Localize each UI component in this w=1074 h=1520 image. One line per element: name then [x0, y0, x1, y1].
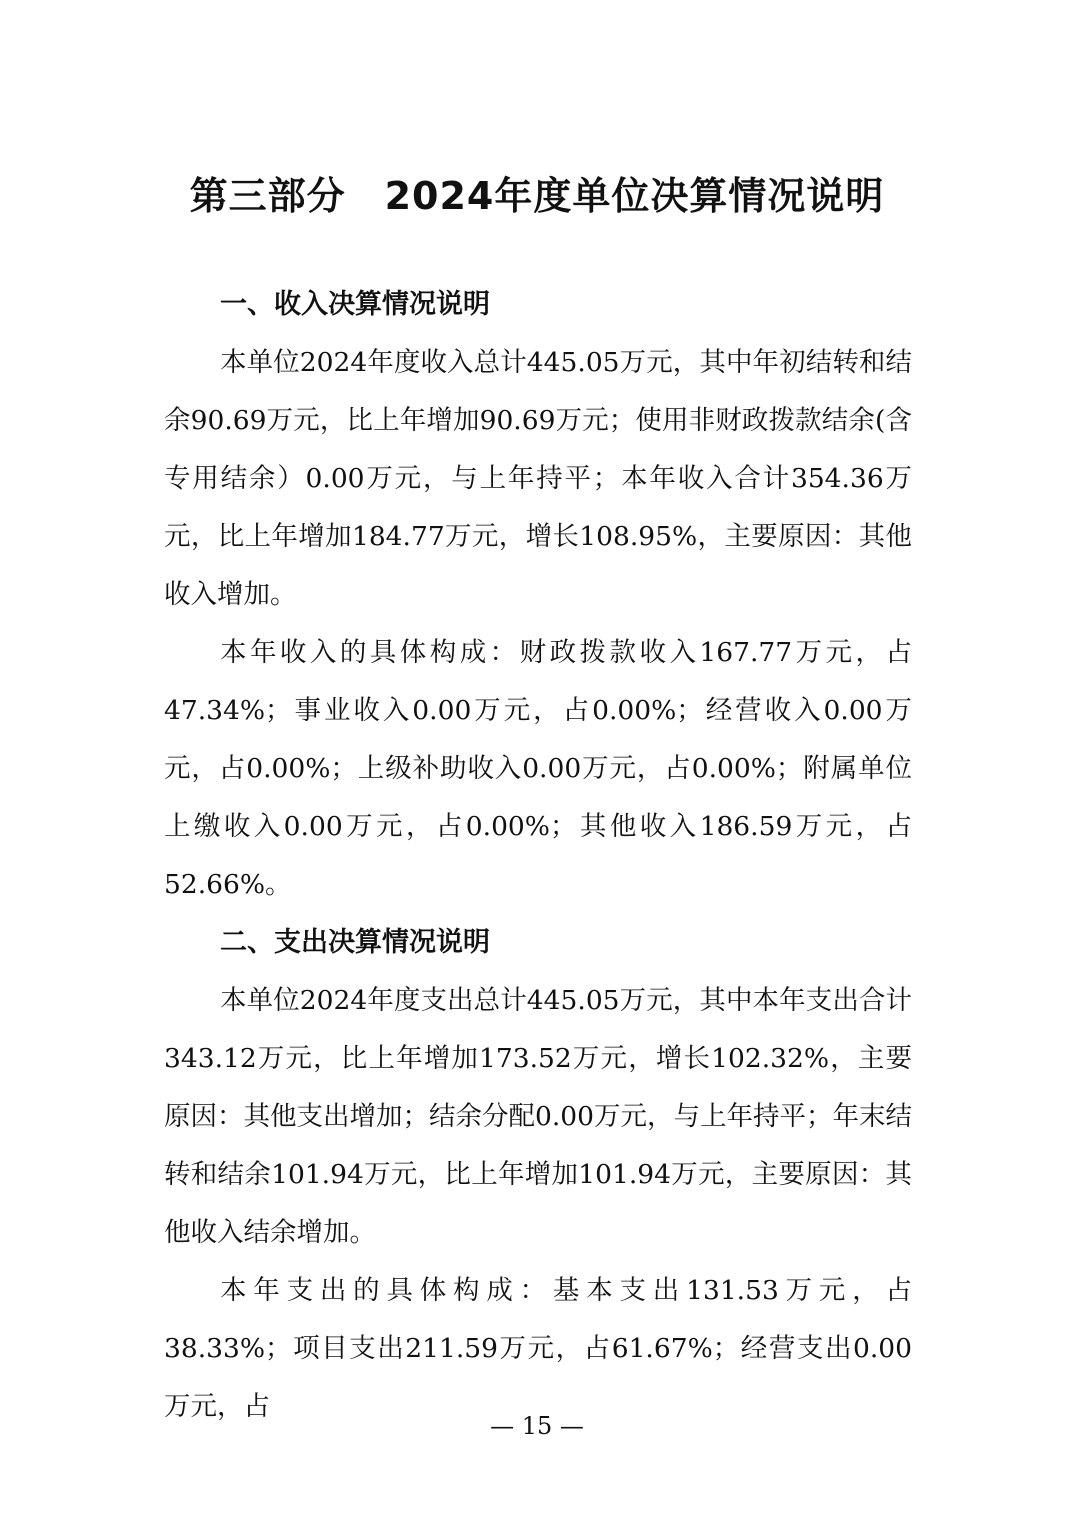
expenditure-summary-paragraph: 本单位2024年度支出总计445.05万元，其中本年支出合计343.12万元，比上年增加173.52万元，增长102.32%，主要原因：其他支出增加；结余分配0.00万元，与上年持平；年末结转和结余101.94万元，比上年增加101.94万元，主要原因：其他收入结余增加。: [164, 985, 913, 1248]
document-body: [164, 276, 912, 1436]
page-number: — 15 —: [490, 1412, 584, 1440]
income-composition-paragraph: 本年收入的具体构成：财政拨款收入167.77万元，占47.34%；事业收入0.00万元，占0.00%；经营收入0.00万元，占0.00%；上级补助收入0.00万元，占0.00%；附属单位上缴收入0.00万元，占0.00%；其他收入186.59万元，占52.66%。: [164, 637, 912, 900]
section-heading-expenditure: 二、支出决算情况说明: [220, 927, 490, 958]
expenditure-composition-paragraph: 本年支出的具体构成：基本支出131.53万元，占38.33%；项目支出211.59万元，占61.67%；经营支出0.00万元，占: [164, 1275, 912, 1422]
income-summary-paragraph: 本单位2024年度收入总计445.05万元，其中年初结转和结余90.69万元，比上年增加90.69万元；使用非财政拨款结余(含专用结余）0.00万元，与上年持平；本年收入合计354.36万元，比上年增加184.77万元，增长108.95%，主要原因：其他收入增加。: [164, 347, 912, 610]
page-title: 第三部分 2024年度单位决算情况说明: [189, 174, 885, 218]
section-heading-income: 一、收入决算情况说明: [220, 289, 490, 320]
